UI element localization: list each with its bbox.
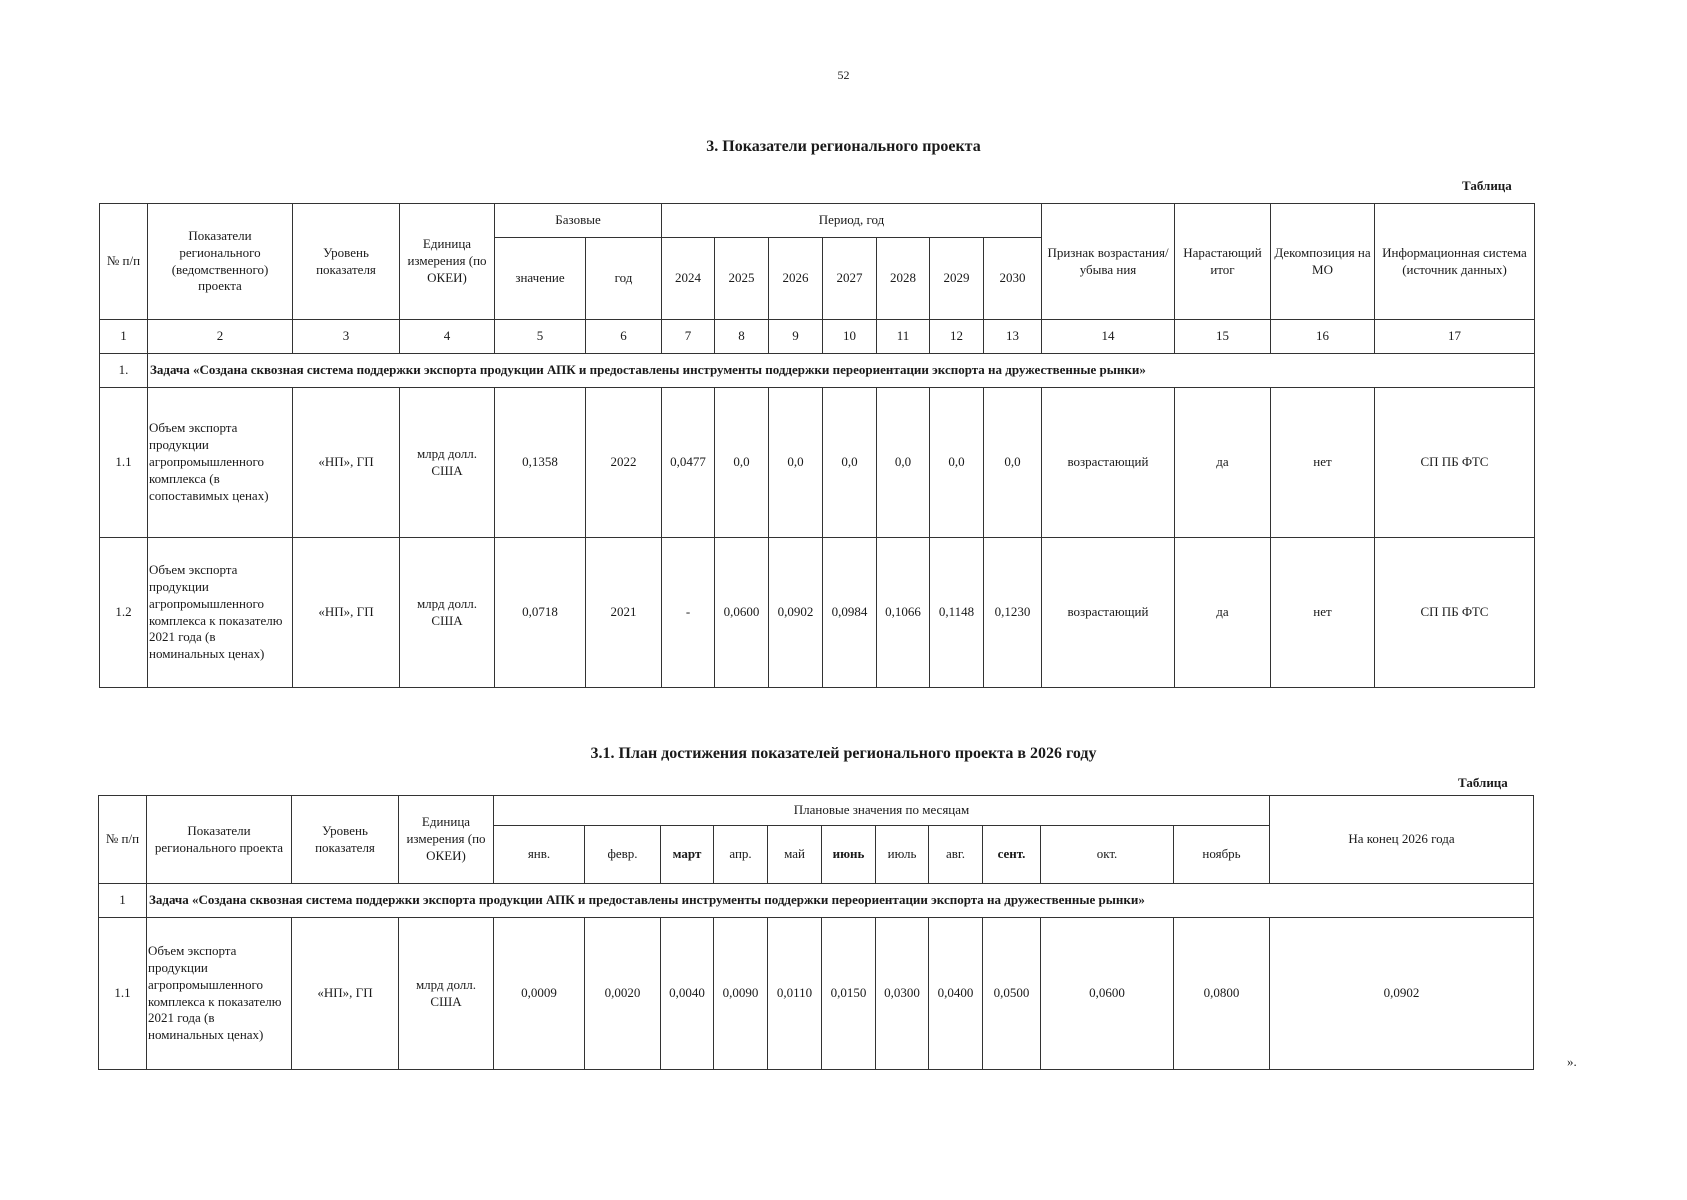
row-num: 1.1 [100,388,148,538]
header-level: Уровень показателя [293,204,400,320]
row-month-value: 0,0020 [585,918,661,1070]
column-number: 2 [148,320,293,354]
closing-quote: ». [1567,1054,1577,1069]
page-number: 52 [837,68,850,82]
row-year-value: - [662,538,715,688]
header-year: 2024 [662,238,715,320]
header-unit: Единица измерения (по ОКЕИ) [400,204,495,320]
header-month: янв. [494,826,585,884]
column-number: 5 [495,320,586,354]
row-month-value: 0,0400 [929,918,983,1070]
column-number: 10 [823,320,877,354]
header-end-of-year: На конец 2026 года [1270,796,1534,884]
column-number: 8 [715,320,769,354]
row-level: «НП», ГП [293,538,400,688]
task-text: Задача «Создана сквозная система поддержки экспорта продукции АПК и предоставлены инструменты поддержки переориентации экспорта на дружественные рынки» [147,884,1534,918]
row-unit: млрд долл. США [400,388,495,538]
row-month-value: 0,0300 [876,918,929,1070]
column-number: 6 [586,320,662,354]
row-month-value: 0,0150 [822,918,876,1070]
table-label: Таблица [1462,178,1512,193]
row-info-system: СП ПБ ФТС [1375,388,1535,538]
header-base: Базовые [495,204,662,238]
row-num: 1.1 [99,918,147,1070]
task-num: 1 [99,884,147,918]
section-title-plan: 3.1. План достижения показателей регионального проекта в 2026 году [590,745,1097,762]
row-base-value: 0,1358 [495,388,586,538]
column-number-row [100,320,1535,354]
row-base-value: 0,0718 [495,538,586,688]
row-month-value: 0,0009 [494,918,585,1070]
column-number: 11 [877,320,930,354]
header-month: сент. [983,826,1041,884]
row-year-value: 0,0600 [715,538,769,688]
header-year: 2028 [877,238,930,320]
plan-table [98,795,1534,1070]
header-month: июль [876,826,929,884]
row-month-value: 0,0600 [1041,918,1174,1070]
column-number: 3 [293,320,400,354]
row-unit: млрд долл. США [400,538,495,688]
indicators-table [99,203,1535,688]
header-month: авг. [929,826,983,884]
header-month: май [768,826,822,884]
row-year-value: 0,0 [877,388,930,538]
row-month-value: 0,0040 [661,918,714,1070]
header-year: 2027 [823,238,877,320]
column-number: 7 [662,320,715,354]
row-decomposition: нет [1271,388,1375,538]
row-indicator: Объем экспорта продукции агропромышленного комплекса к показателю 2021 года (в номинальных ценах) [147,918,292,1070]
row-level: «НП», ГП [293,388,400,538]
column-number: 16 [1271,320,1375,354]
table-row [100,538,1535,688]
task-text: Задача «Создана сквозная система поддержки экспорта продукции АПК и предоставлены инструменты поддержки переориентации экспорта на дружественные рынки» [148,354,1535,388]
header-month: ноябрь [1174,826,1270,884]
header-year: 2025 [715,238,769,320]
header-year: 2030 [984,238,1042,320]
row-indicator: Объем экспорта продукции агропромышленного комплекса к показателю 2021 года (в номинальных ценах) [148,538,293,688]
column-number: 9 [769,320,823,354]
row-sign: возрастающий [1042,388,1175,538]
header-period: Период, год [662,204,1042,238]
row-cumulative: да [1175,388,1271,538]
row-year-value: 0,0 [984,388,1042,538]
section-title-indicators: 3. Показатели регионального проекта [706,138,981,155]
row-month-value: 0,0800 [1174,918,1270,1070]
header-indicator: Показатели регионального проекта [147,796,292,884]
header-base-year: год [586,238,662,320]
column-number: 12 [930,320,984,354]
row-year-value: 0,0 [769,388,823,538]
header-month: апр. [714,826,768,884]
header-level: Уровень показателя [292,796,399,884]
header-month: март [661,826,714,884]
header-num: № п/п [99,796,147,884]
row-unit: млрд долл. США [399,918,494,1070]
header-info-system: Информационная система (источник данных) [1375,204,1535,320]
row-year-value: 0,0 [823,388,877,538]
row-year-value: 0,0984 [823,538,877,688]
column-number: 13 [984,320,1042,354]
header-month: февр. [585,826,661,884]
header-month: окт. [1041,826,1174,884]
table-label: Таблица [1458,775,1508,790]
row-sign: возрастающий [1042,538,1175,688]
header-sign: Признак возрастания/убыва ния [1042,204,1175,320]
header-unit: Единица измерения (по ОКЕИ) [399,796,494,884]
header-year: 2026 [769,238,823,320]
row-decomposition: нет [1271,538,1375,688]
row-level: «НП», ГП [292,918,399,1070]
row-num: 1.2 [100,538,148,688]
header-decomposition: Декомпозиция на МО [1271,204,1375,320]
header-plan: Плановые значения по месяцам [494,796,1270,826]
column-number: 1 [100,320,148,354]
row-year-value: 0,0902 [769,538,823,688]
column-number: 4 [400,320,495,354]
table-row [99,918,1534,1070]
header-year: 2029 [930,238,984,320]
row-year-value: 0,0477 [662,388,715,538]
column-number: 14 [1042,320,1175,354]
header-month: июнь [822,826,876,884]
row-month-value: 0,0090 [714,918,768,1070]
row-month-value: 0,0110 [768,918,822,1070]
row-year-value: 0,1066 [877,538,930,688]
table-row [100,388,1535,538]
task-row [99,884,1534,918]
row-month-value: 0,0500 [983,918,1041,1070]
header-indicator: Показатели регионального (ведомственного) проекта [148,204,293,320]
row-end-of-year-value: 0,0902 [1270,918,1534,1070]
row-year-value: 0,1230 [984,538,1042,688]
header-num: № п/п [100,204,148,320]
column-number: 17 [1375,320,1535,354]
row-base-year: 2022 [586,388,662,538]
header-base-value: значение [495,238,586,320]
task-num: 1. [100,354,148,388]
row-indicator: Объем экспорта продукции агропромышленного комплекса (в сопоставимых ценах) [148,388,293,538]
row-cumulative: да [1175,538,1271,688]
header-cumulative: Нарастающий итог [1175,204,1271,320]
row-year-value: 0,1148 [930,538,984,688]
row-base-year: 2021 [586,538,662,688]
row-year-value: 0,0 [715,388,769,538]
row-info-system: СП ПБ ФТС [1375,538,1535,688]
column-number: 15 [1175,320,1271,354]
row-year-value: 0,0 [930,388,984,538]
task-row [100,354,1535,388]
